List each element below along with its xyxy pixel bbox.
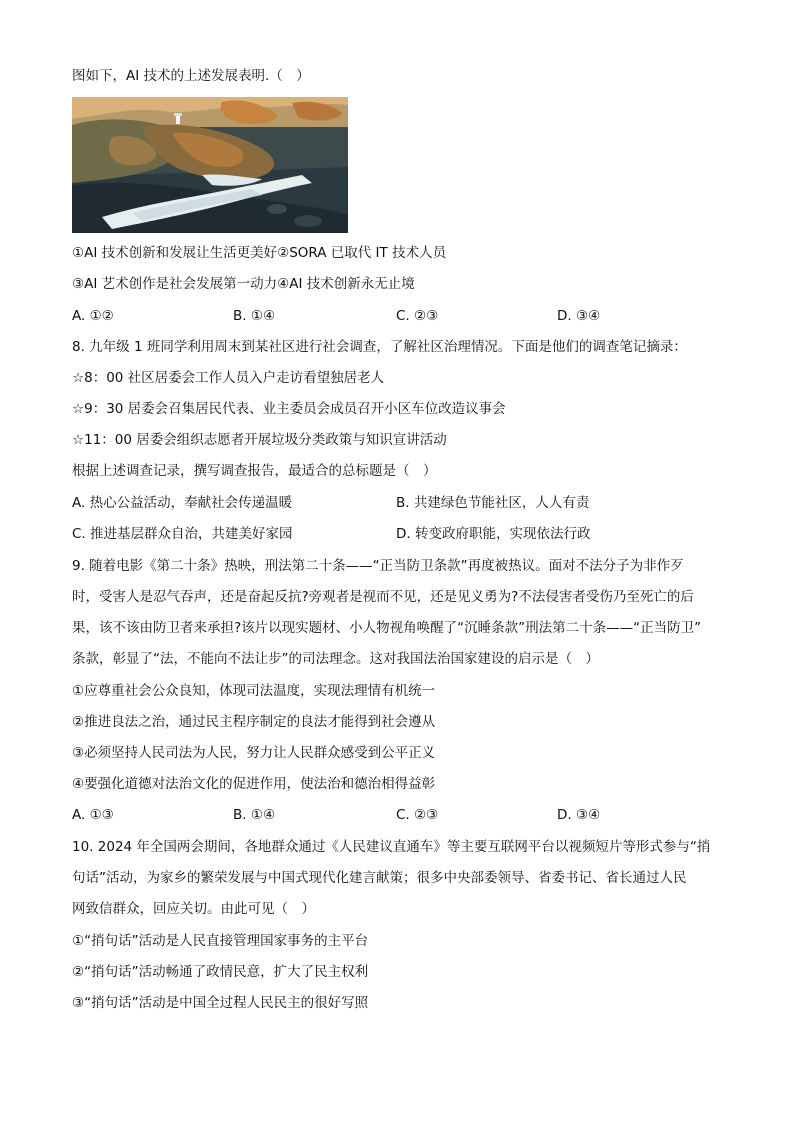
q10-stem-3: 网致信群众，回应关切。由此可见（ ） [72,901,315,917]
q9-stem-1: 9. 随着电影《第二十条》热映，刑法第二十条——“正当防卫条款”再度被热议。面对不法分子为非作歹 [72,558,684,574]
q9-stem-4: 条款，彰显了“法，不能向不法让步”的司法理念。这对我国法治国家建设的启示是（ ） [72,651,599,667]
q10-statement-2: ②“捎句话”活动畅通了政情民意，扩大了民主权利 [72,964,369,980]
q7-statements-1: ①AI 技术创新和发展让生活更美好②SORA 已取代 IT 技术人员 [72,245,447,261]
q9-statement-3: ③必须坚持人民司法为人民，努力让人民群众感受到公平正义 [72,745,436,761]
q9-option-b: B. ①④ [233,807,276,823]
q8-option-d: D. 转变政府职能，实现依法行政 [396,526,591,542]
q7-statements-2: ③AI 艺术创作是社会发展第一动力④AI 技术创新永无止境 [72,276,415,292]
q9-statement-2: ②推进良法之治，通过民主程序制定的良法才能得到社会遵从 [72,714,436,730]
q7-option-a: A. ①② [72,308,114,324]
q9-option-d: D. ③④ [557,807,601,823]
q9-option-c: C. ②③ [396,807,439,823]
q8-option-b: B. 共建绿色节能社区，人人有责 [396,495,590,511]
q8-option-a: A. 热心公益活动，奉献社会传递温暖 [72,495,293,511]
q8-stem: 8. 九年级 1 班同学利用周末到某社区进行社会调查，了解社区治理情况。下面是他们的调查笔记摘录： [72,339,687,355]
q9-option-a: A. ①③ [72,807,114,823]
q10-stem-2: 句话”活动，为家乡的繁荣发展与中国式现代化建言献策；很多中央部委领导、省委书记、省长通过人民 [72,870,687,886]
q9-stem-3: 果，该不该由防卫者来承担?该片以现实题材、小人物视角唤醒了“沉睡条款”刑法第二十条——“正当防卫” [72,620,702,636]
q9-statement-1: ①应尊重社会公众良知，体现司法温度，实现法理情有机统一 [72,683,436,699]
q10-statement-3: ③“捎句话”活动是中国全过程人民民主的很好写照 [72,995,369,1011]
q7-option-c: C. ②③ [396,308,439,324]
q9-stem-2: 时，受害人是忍气吞声，还是奋起反抗?旁观者是视而不见，还是见义勇为?不法侵害者受伤乃至死亡的后 [72,589,694,605]
q10-stem-1: 10. 2024 年全国两会期间，各地群众通过《人民建议直通车》等主要互联网平台以视频短片等形式参与“捎 [72,839,711,855]
q7-intro: 图如下，AI 技术的上述发展表明.（ ） [72,68,310,84]
q7-option-d: D. ③④ [557,308,601,324]
q7-option-b: B. ①④ [233,308,276,324]
q9-statement-4: ④要强化道德对法治文化的促进作用，使法治和德治相得益彰 [72,776,436,792]
q8-note-2: ☆9：30 居委会召集居民代表、业主委员会成员召开小区车位改造议事会 [72,401,506,417]
q8-question: 根据上述调查记录，撰写调查报告，最适合的总标题是（ ） [72,463,437,479]
q8-note-1: ☆8：00 社区居委会工作人员入户走访看望独居老人 [72,370,385,386]
coastal-photo [72,97,348,233]
q8-option-c: C. 推进基层群众自治，共建美好家园 [72,526,293,542]
q8-note-3: ☆11：00 居委会组织志愿者开展垃圾分类政策与知识宣讲活动 [72,432,447,448]
q10-statement-1: ①“捎句话”活动是人民直接管理国家事务的主平台 [72,933,369,949]
